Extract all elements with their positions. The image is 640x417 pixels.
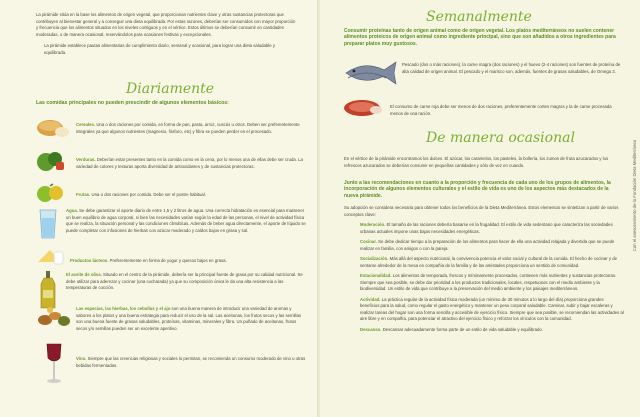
wine-glass-icon [44,342,64,386]
adoption-wrap [344,205,622,218]
concept-label: Descanso. [360,326,382,332]
concept-list [360,222,624,333]
section-title-daily-wrap [126,81,214,97]
concept-label: Estacionalidad. [360,273,392,278]
list-item-agua [66,208,306,234]
section-title-weekly-wrap [426,9,532,25]
list-item-label: Frutas. [76,192,91,197]
list-item-vino [76,356,306,369]
concept-label: Cocinar. [360,239,377,244]
concept-text: Se debe dedicar tiempo a la preparación de los alimentos para hacer de ella una actividad relajada y divertida que se puede realizar en familia, con amigos o con la pareja. [360,239,615,251]
dairy-icon [36,246,66,266]
occasional-text-wrap [344,156,622,169]
side-note: Con el asesoramiento de la Fundación Dieta Mediterránea [632,140,637,252]
list-item-frutas [76,192,306,199]
concept-descanso [360,327,624,334]
concept-text: El tamaño de las raciones debería basarse en la frugalidad. El estilo de vida sedentario que caracteriza las sociedades urbanas actuales impone unas bajas necesidades energéticas. [360,222,613,234]
section-subtitle-daily: Las comidas principales no pueden prescindir de algunos elementos básicos: [36,100,229,106]
list-item-especias [76,306,306,332]
concept-text: Más allá del aspecto nutricional, la convivencia potencia el valor social y cultural de la comida. El hecho de cocinar y de sentarse alrededor de la mesa en compañía de la familia y de las amistades proporciona un sentido de comunidad. [360,256,618,268]
concept-estacionalidad [360,273,624,293]
section-title-daily: Diariamente [126,81,215,97]
vegetables-icon [36,150,66,172]
adoption-text: Su adopción se considera necesaria para obtener todos los beneficios de la Dieta Mediterránea. Estos elementos se sintetizan a partir de varios conceptos clave: [344,205,619,217]
intro-paragraph-2: La pirámide establece pautas alimentarias de cumplimiento diario, semanal y ocasional, para lograr una dieta saludable y equilibrada. [44,43,275,55]
right-page [320,0,640,417]
intro-paragraph-1: La pirámide sitúa en la base los alimentos de origen vegetal, que proporcionan nutrientes clave y otras sustancias protectoras que contribuyen al bienestar general y a conseguir una dieta equilibrada. Por estas razones, deberían ser consumidos con mayor proporción y frecuencia que los alimentos situados en los niveles contiguos y en el vértice. Estos últimos se deberían consumir en cantidades moderadas, o de manera ocasional, reservándolos para ocasiones festivas y excepcionales. [36,12,296,37]
list-item-label: Vino. [76,356,87,361]
meat-icon [342,96,386,118]
meat-text-wrap [390,104,624,117]
meat-text: El consumo de carne roja debe ser menos de dos raciones, preferentemente cortes magros y la de carne procesada menos de una ración. [390,104,612,116]
list-item-text: Deberían estar presentes tanto en la comida como en la cena, por lo menos una de ellas debe ser cruda. La variedad de colores y texturas aporta diversidad de antioxidantes y de sustancias protectoras. [76,157,303,169]
weekly-subtitle: Consumir proteínas tanto de origen animal como de origen vegetal. Los platos mediterráneos no suelen contener alimentos proteicos de origen animal como ingrediente principal, sino que son añadidos a otros ingredientes para preparar platos muy gustosos. [344,28,616,47]
fish-text-wrap [402,62,624,75]
concept-text: Descansar adecuadamente forma parte de un estilo de vida saludable y equilibrado. [382,326,543,332]
list-item-label: Las especias, las hierbas, los cebollas y el ajo [76,306,171,311]
bread-icon [36,116,70,140]
left-page [0,0,318,417]
section-title-occasional-wrap [426,130,575,146]
list-item-verduras [76,157,306,170]
concept-moderacion [360,222,624,235]
list-item-text: Preferentemente en forma de yogur y quesos bajos en grasa. [109,258,227,263]
concept-actividad [360,297,624,323]
list-item-text: Situado en el centro de la pirámide, debería ser la principal fuente de grasa por su calidad nutricional. Se debe utilizar para aderezar y cocinar (una cucharada) ya que su composición única le da una alta resistencia a las temperaturas de cocción. [66,272,303,290]
concept-label: Socialización. [360,256,389,261]
list-item-text: Siempre que las creencias religiosas y sociales lo permitan, se recomienda un consumo moderado de vino u otras bebidas fermentadas. [76,356,306,368]
intro-block [36,12,298,56]
list-item-text: Una o dos raciones por comida, en forma de pan, pasta, arroz, cuscús u otros. Deben ser preferentemente integrales ya que algunos nutrientes (magnesio, fósforo, etc) y fibra se pueden perder en el procesado. [76,122,300,134]
list-item-label: Productos lácteos. [70,258,109,263]
concept-socializacion [360,256,624,269]
list-item-cereales [76,122,306,135]
highlight-text: Junto a las recomendaciones en cuanto a la proporción y frecuencia de cada uno de los grupos de alimentos, la incorporación de algunos elementos culturales y el estilo de vida es uno de los aspectos más destacados de la nueva pirámide. [344,180,611,199]
nuts-icon [36,302,72,330]
concept-text: La práctica regular de la actividad física moderada (un mínimo de 30 minutos a lo largo del día) proporciona grandes beneficios para la salud, como regular el gasto energético y mantener un peso corporal saludable. Caminar, subir y bajar escaleras y realizar tareas del hogar son una forma sencilla y accesible de ejercicio físico. Siempre que sea posible, se recomiendan las actividades al aire libre y en compañía, para potenciar el atractivo del ejercicio físico y reforzar los vínculos con la comunidad. [360,296,624,321]
list-item-text: Se debe garantizar el aporte diario de entre 1,5 y 2 litros de agua. Una correcta hidratación es esencial para mantener un buen equilibrio de agua corporal, si bien las necesidades varían según la edad de las personas, el nivel de actividad física que se realiza, la situación personal y las condiciones climáticas. Además de beber agua directamente, el aporte de líquido se puede completar con infusiones de hierbas con azúcar moderado y caldos bajos en grasa y sal. [66,208,306,233]
list-item-label: Cereales. [76,122,96,127]
concept-text: Los alimentos de temporada, frescos y mínimamente procesados, contienen más nutrientes y sustancias protectoras. Siempre que sea posible, se debe dar prioridad a los productos tradicionales, locales, respetuosos con el medio ambiente y la biodiversidad. Un estilo de vida que contribuye a la preservación del medio ambiente y los paisajes mediterráneos. [360,273,617,291]
list-item-label: Verduras. [76,157,96,162]
weekly-subtitle-wrap [344,28,622,47]
list-item-aceite [66,272,306,292]
list-item-text: Una o dos raciones por comida. Debe ser el postre habitual. [91,192,206,197]
fish-icon [342,56,400,90]
fruit-icon [36,183,66,203]
section-title-weekly: Semanalmente [426,9,532,25]
list-item-text: son una buena manera de introducir una variedad de aromas y sabores a los platos y una buena estrategia para reducir el uso de la sal. Las aceitunas, los frutos secos y las semillas son una buena fuente de grasas saludables, proteínas, vitaminas, minerales y fibra. Un puñado de aceitunas, frutos secos y/o semillas pueden ser un excelente aperitivo. [76,306,301,331]
water-glass-icon [37,208,59,240]
occasional-text: En el vértice de la pirámide encontramos los dulces. El azúcar, los caramelos, los pasteles, la bollería, los zumos de fruta azucarados y los refrescos azucarados se deberían consumir en pequeñas cantidades y sólo de vez en cuando. [344,156,609,168]
concept-label: Actividad. [360,296,381,302]
concept-cocinar [360,239,624,252]
fish-text: Pescado (dos o más raciones), la carne magra (dos raciones) y el huevo (2-4 raciones) son fuentes de proteína de alta calidad de origen animal. El pescado y el marisco son, además, fuentes de grasas saludables, de Omega 3. [402,62,621,74]
list-item-lacteos [70,258,306,265]
highlight-wrap [344,180,622,199]
section-subtitle-wrap [36,100,306,107]
list-item-label: Agua. [66,208,78,213]
concept-label: Moderación. [360,222,386,227]
section-title-occasional: De manera ocasional [426,130,575,146]
list-item-label: El aceite de oliva. [66,272,102,277]
